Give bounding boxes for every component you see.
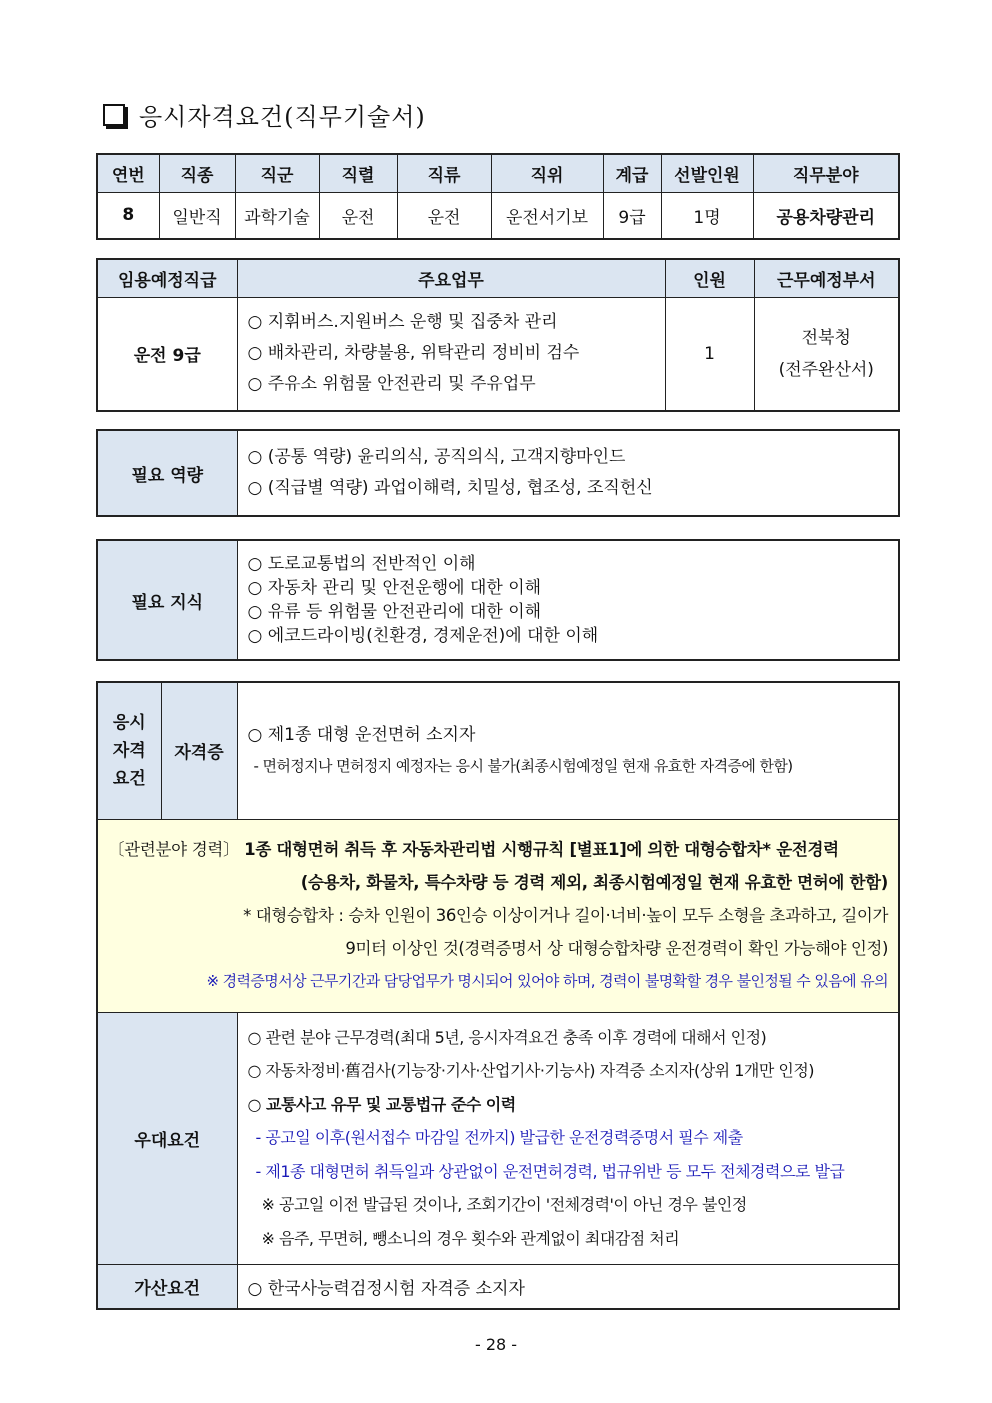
dept-cell [754,297,899,411]
data-cell: 공용차량관리 [753,192,899,239]
data-cell: 과학기술 [235,192,319,239]
duty-header-row [97,259,899,297]
cert-note: - 면허정지나 면허정지 예정자는 응시 불가(최종시험예정일 현재 유효한 자격증에 한함) [253,756,793,775]
section-title [103,98,426,130]
experience-line1 [108,833,888,866]
preference-item: ○ 자동차정비·舊검사(기능장·기사·산업기사·기능사) 자격증 소지자(상위 1개만 인정) [247,1061,815,1081]
count-cell: 1 [665,297,754,411]
experience-cell [97,819,899,1012]
label-line: 자격 [112,740,146,761]
preference-subitem: - 공고일 이후(원서접수 마감일 전까지) 발급한 운전경력증명서 필수 제출 [255,1128,743,1148]
header-cell: 근무예정부서 [754,259,899,297]
preference-item: ○ 관련 분야 근무경력(최대 5년, 응시자격요건 충족 이후 경력에 대해서 인정) [247,1027,767,1047]
knowledge-item: ○ 도로교통법의 전반적인 이해 [247,554,476,574]
checkbox-square-icon [103,104,125,126]
data-cell: 운전 [319,192,397,239]
preference-row [97,1012,899,1264]
header-cell: 직군 [235,154,319,192]
duty-item: ○ 지휘버스.지원버스 운행 및 집중차 관리 [247,312,558,333]
experience-note1: * 대형승합차 : 승차 인원이 36인승 이상이거나 길이·너비·높이 모두 소형을 초과하고, 길이가 [243,906,888,925]
data-cell: 운전서기보 [491,192,603,239]
header-cell: 직렬 [319,154,397,192]
bonus-label: 가산요건 [97,1264,237,1309]
bonus-row [97,1264,899,1309]
knowledge-item: ○ 유류 등 위험물 안전관리에 대한 이해 [247,602,542,622]
preference-items [237,1012,899,1264]
header-cell: 연번 [97,154,159,192]
data-cell: 일반직 [159,192,235,239]
knowledge-item: ○ 에코드라이빙(친환경, 경제운전)에 대한 이해 [247,626,599,646]
experience-row [97,819,899,1012]
requirements-label [97,682,161,819]
duty-item: ○ 주유소 위험물 안전관리 및 주유업무 [247,374,536,395]
experience-main: 1종 대형면허 취득 후 자동차관리법 시행규칙 [별표1]에 의한 대형승합차* 운전경력 [244,840,839,859]
cert-content [237,682,899,819]
header-cell: 직무분야 [753,154,899,192]
duty-table [96,258,900,412]
dept-sub: (전주완산서) [778,359,874,380]
header-cell: 선발인원 [661,154,753,192]
label-line: 응시 [112,712,146,733]
requirements-table [96,681,900,1310]
job-info-table [96,153,900,240]
data-cell: 운전 [397,192,491,239]
preference-item: ○ 교통사고 유무 및 교통법규 준수 이력 [247,1094,516,1114]
knowledge-items [237,540,899,660]
preference-label: 우대요건 [97,1012,237,1264]
cert-row [97,682,899,819]
duty-data-row [97,297,899,411]
knowledge-table [96,539,900,661]
header-cell: 직종 [159,154,235,192]
competency-item: ○ (공통 역량) 윤리의식, 공직의식, 고객지향마인드 [247,447,626,467]
dept-name: 전북청 [801,327,851,348]
duty-item: ○ 배차관리, 차량불용, 위탁관리 정비비 검수 [247,343,580,364]
cert-item: ○ 제1종 대형 운전면허 소지자 [247,724,476,745]
experience-note2: 9미터 이상인 것(경력증명서 상 대형승합차량 운전경력이 확인 가능해야 인정) [345,939,888,958]
grade-cell: 운전 9급 [97,297,237,411]
header-cell: 직류 [397,154,491,192]
competency-table [96,429,900,517]
experience-warning: ※ 경력증명서상 근무기간과 담당업무가 명시되어 있어야 하며, 경력이 불명확할 경우 불인정될 수 있음에 유의 [206,972,888,990]
preference-note: ※ 공고일 이전 발급된 것이나, 조회기간이 '전체경력'이 아닌 경우 불인정 [261,1195,747,1215]
competency-row [97,430,899,516]
job-info-data-row [97,192,899,239]
cert-label: 자격증 [161,682,237,819]
competency-label: 필요 역량 [97,430,237,516]
label-line: 요건 [112,768,146,789]
experience-line2: (승용차, 화물차, 특수차량 등 경력 제외, 최종시험예정일 현재 유효한 면허에 한함) [300,873,888,892]
data-cell: 1명 [661,192,753,239]
competency-items [237,430,899,516]
header-cell: 인원 [665,259,754,297]
preference-note: ※ 음주, 무면허, 뺑소니의 경우 횟수와 관계없이 최대감점 처리 [261,1228,680,1248]
data-cell: 9급 [603,192,661,239]
experience-label: 〔관련분야 경력〕 [108,840,240,859]
header-cell: 주요업무 [237,259,665,297]
job-info-header-row [97,154,899,192]
knowledge-row [97,540,899,660]
duties-cell [237,297,665,411]
section-title-text: 응시자격요건(직무기술서) [139,102,426,131]
knowledge-item: ○ 자동차 관리 및 안전운행에 대한 이해 [247,578,542,598]
header-cell: 계급 [603,154,661,192]
header-cell: 임용예정직급 [97,259,237,297]
preference-subitem: - 제1종 대형면허 취득일과 상관없이 운전면허경력, 법규위반 등 모두 전체경력으로 발급 [255,1161,845,1181]
header-cell: 직위 [491,154,603,192]
data-cell: 8 [97,192,159,239]
page-number: - 28 - [474,1335,518,1354]
bonus-item: ○ 한국사능력검정시험 자격증 소지자 [237,1264,899,1309]
knowledge-label: 필요 지식 [97,540,237,660]
competency-item: ○ (직급별 역량) 과업이해력, 치밀성, 협조성, 조직헌신 [247,478,653,498]
